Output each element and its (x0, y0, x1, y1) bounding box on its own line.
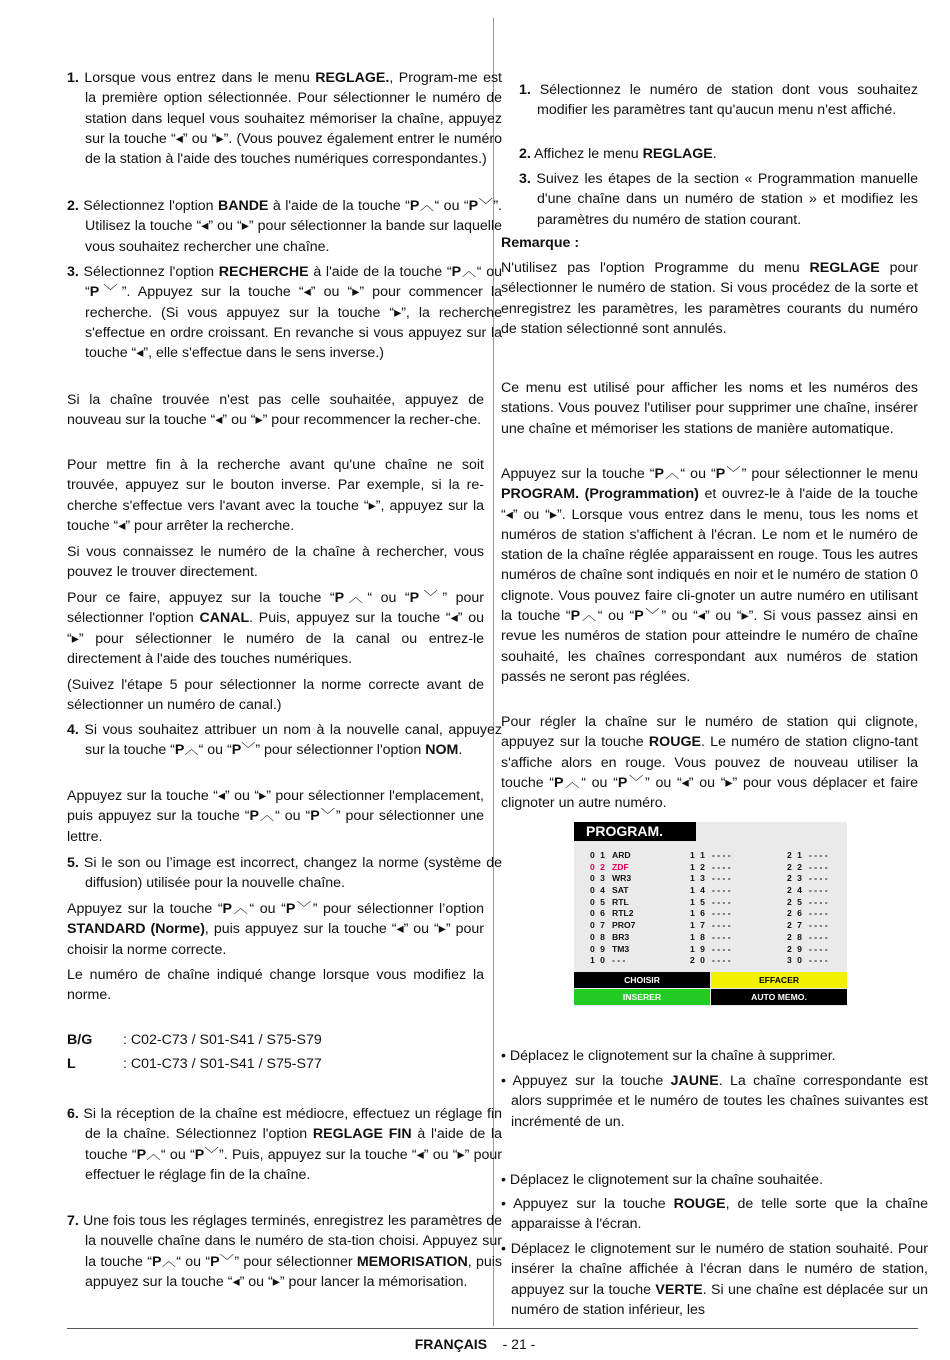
right-paragraph: • Appuyez sur la touche JAUNE. La chaîne correspondante est alors supprimée et le numéro de toutes les chaînes suivantes est incrémenté de un. (501, 1073, 929, 1130)
left-paragraph: 2. Sélectionnez l'option BANDE à l'aide de la touche “P︿“ ou “P﹀”. Utilisez la touche “◂” ou “▸” pour sélectionner la bande sur laquelle vous souhaitez rechercher une chaîne. (67, 198, 502, 255)
program-entry: 0 8 BR3 (590, 931, 630, 942)
program-entry: 1 9 - - - - (690, 943, 731, 954)
footer-language: FRANÇAIS (414, 1336, 488, 1352)
program-entry: 0 5 RTL (590, 896, 629, 907)
program-entry: 1 7 - - - - (690, 920, 731, 931)
program-menu-screenshot (574, 822, 847, 1006)
left-paragraph: Si la chaîne trouvée n'est pas celle souhaitée, appuyez de nouveau sur la touche “◂” ou “▸” pour recommencer la recher-che. (67, 392, 484, 429)
band-list (67, 1030, 484, 1078)
program-entry: 2 5 - - - - (787, 896, 828, 907)
left-paragraph: 7. Une fois tous les réglages terminés, enregistrez les paramètres de la nouvelle chaîne dans le numéro de sta-tion choisi. Appuyez sur la touche “P︿“ ou “P﹀” pour sélectionner MEMORISATION, puis appuyez sur la touche “◂” ou “▸” pour lancer la mémorisation. (67, 1213, 502, 1290)
program-entry: 2 0 - - - - (690, 955, 731, 966)
auto-memo-button: AUTO MEMO. (711, 989, 847, 1005)
program-entry: 0 7 PRO7 (590, 920, 636, 931)
program-entry: 2 7 - - - - (787, 920, 828, 931)
program-column (590, 850, 635, 967)
program-entry: 1 2 - - - - (690, 861, 731, 872)
band-row (67, 1054, 484, 1078)
left-paragraph: Le numéro de chaîne indiqué change lorsque vous modifiez la norme. (67, 967, 484, 1004)
right-paragraph: • Déplacez le clignotement sur la chaîne à supprimer. (501, 1048, 836, 1064)
program-entry: 0 9 TM3 (590, 943, 630, 954)
program-entry: 0 1 ARD (590, 850, 631, 860)
right-paragraph: Appuyez sur la touche “P︿“ ou “P﹀” pour sélectionner le menu PROGRAM. (Programmation) et ouvrez-le à l'aide de la touche “◂” ou “▸”. Lorsque vous entrez dans le menu, tous les noms et numéros de station s'affichent à l'écran. Le nom et le numéro de station de la chaîne réglée apparaissent en rouge. Tous les autres numéros de chaîne sont indiqués en noir et le numéro de station 0 clignote. Vous pouvez faire cli-gnoter un autre numéro en utilisant la touche “P︿“ ou “P﹀” ou “◂” ou “▸”. Si vous passez ainsi en revue les numéros de station pour atteindre le numéro de chaîne souhaité, les chaînes correspondant aux numéros de station passés ne seront pas réglées. (501, 466, 919, 685)
left-paragraph: 4. Si vous souhaitez attribuer un nom à la nouvelle canal, appuyez sur la touche “P︿“ ou “P﹀” pour sélectionner l'option NOM. (67, 722, 502, 759)
program-entry: 3 0 - - - - (787, 955, 828, 966)
right-paragraph: 1. Sélectionnez le numéro de station dont vous souhaitez modifier les paramètres tant qu'aucun menu n'est affiché. (519, 82, 918, 119)
left-paragraph: 3. Sélectionnez l'option RECHERCHE à l'aide de la touche “P︿“ ou “P﹀”. Appuyez sur la touche “◂” ou “▸” pour commencer la recherche. (Si vous appuyez sur la touche “▸”, la recherche s'effectue en ordre croissant. En revanche si vous appuyez sur la touche “◂”, elle s'effectue dans le sens inverse.) (67, 264, 502, 362)
left-paragraph: (Suivez l'étape 5 pour sélectionner la norme correcte avant de sélectionner un numéro de canal.) (67, 677, 484, 714)
page-number: - 21 - (502, 1336, 536, 1352)
right-paragraph: Ce menu est utilisé pour afficher les noms et les numéros des stations. Vous pouvez l'utiliser pour supprimer une chaîne, insérer une chaîne et mémoriser les stations de manière automatique. (501, 380, 918, 437)
effacer-button: EFFACER (711, 972, 847, 988)
right-paragraph: 2. Affichez le menu REGLAGE. (519, 146, 717, 162)
program-entry: 1 4 - - - - (690, 885, 731, 896)
program-menu-title: PROGRAM. (574, 822, 696, 841)
program-entry: 1 0 - - - (590, 955, 626, 966)
program-entry: 2 1 - - - - (787, 850, 828, 860)
left-paragraph: Si vous connaissez le numéro de la chaîne à rechercher, vous pouvez le trouver directement. (67, 544, 484, 581)
band-range: : C02-C73 / S01-S41 / S75-S79 (123, 1032, 322, 1048)
left-paragraph: Appuyez sur la touche “◂” ou “▸” pour sélectionner l'emplacement, puis appuyez sur la touche “P︿“ ou “P﹀” pour sélectionner une lettre. (67, 788, 484, 845)
footer-rule (67, 1328, 918, 1329)
band-key: B/G (67, 1032, 93, 1048)
program-entry: 2 3 - - - - (787, 873, 828, 884)
program-entry: 0 6 RTL2 (590, 908, 634, 919)
band-range: : C01-C73 / S01-S41 / S75-S77 (123, 1056, 322, 1072)
right-paragraph: N'utilisez pas l'option Programme du menu REGLAGE pour sélectionner le numéro de station. Si vous procédez de la sorte et enregistrez les paramètres, les paramètres courants du numéro de station sélectionné sont annulés. (501, 260, 918, 337)
right-paragraph: Remarque : (501, 235, 580, 251)
inserer-button: INSERER (574, 989, 710, 1005)
program-entry: 0 4 SAT (590, 885, 629, 896)
left-paragraph: Pour ce faire, appuyez sur la touche “P︿“ ou “P﹀” pour sélectionner l'option CANAL. Puis, appuyez sur la touche “◂” ou “▸” pour sélectionner le numéro de la canal ou entrez-le directement à l'aide des touches numériques. (67, 590, 484, 667)
program-entry: 1 8 - - - - (690, 931, 731, 942)
program-entry: 0 2 ZDF (590, 861, 629, 872)
left-paragraph: 5. Si le son ou l’image est incorrect, changez la norme (système de diffusion) utilisée pour la nouvelle chaîne. (67, 855, 502, 892)
page-footer (0, 1334, 950, 1354)
left-paragraph: Pour mettre fin à la recherche avant qu'une chaîne ne soit trouvée, appuyez sur le bouton inverse. Par exemple, si la re-cherche s'effectue vers l'avant avec la touche “▸”, appuyez sur la touche “◂” pour arrêter la recherche. (67, 457, 484, 534)
program-entry: 1 5 - - - - (690, 896, 731, 907)
program-entry: 2 8 - - - - (787, 931, 828, 942)
program-entry: 0 3 WR3 (590, 873, 632, 884)
program-entry: 1 1 - - - - (690, 850, 731, 860)
right-paragraph: 3. Suivez les étapes de la section « Programmation manuelle d'une chaîne dans un numéro de station » et modifiez les paramètres du numéro de station courant. (519, 171, 918, 228)
program-entry: 1 3 - - - - (690, 873, 731, 884)
program-entry: 2 9 - - - - (787, 943, 828, 954)
program-column (787, 850, 828, 967)
right-paragraph: • Déplacez le clignotement sur la chaîne souhaitée. (501, 1172, 824, 1188)
right-paragraph: • Déplacez le clignotement sur le numéro de station souhaité. Pour insérer la chaîne affichée à l'écran dans le numéro de station, appuyez sur la touche VERTE. Si une chaîne est déplacée sur un numéro de station inférieur, les (501, 1241, 929, 1318)
right-paragraph: Pour régler la chaîne sur le numéro de station qui clignote, appuyez sur la touche ROUGE. Le numéro de station cligno-tant s'affiche alors en rouge. Vous pouvez de nouveau utiliser la touche “P︿“ ou “P﹀” ou “◂” ou “▸” pour vous déplacer et faire clignoter un autre numéro. (501, 714, 919, 812)
band-row (67, 1030, 484, 1054)
right-paragraph: • Appuyez sur la touche ROUGE, de telle sorte que la chaîne apparaisse à l'écran. (501, 1196, 928, 1233)
program-entry: 2 6 - - - - (787, 908, 828, 919)
choisir-button: CHOISIR (574, 972, 710, 988)
left-paragraph: Appuyez sur la touche “P︿“ ou “P﹀” pour sélectionner l’option STANDARD (Norme), puis appuyez sur la touche “◂” ou “▸” pour choisir la norme correcte. (67, 901, 484, 958)
left-paragraph: 1. Lorsque vous entrez dans le menu REGLAGE., Program-me est la première option sélectionnée. Pour sélectionner le numéro de station dans lequel vous souhaitez mémoriser la chaîne, appuyez sur la touche “◂” ou “▸”. (Vous pouvez également entrer le numéro de la station à l'aide des touches numériques correspondantes.) (67, 70, 503, 168)
left-paragraph: 6. Si la réception de la chaîne est médiocre, effectuez un réglage fin de la chaîne. Sélectionnez l'option REGLAGE FIN à l'aide de la touche “P︿“ ou “P﹀”. Puis, appuyez sur la touche “◂” ou “▸” pour effectuer le réglage fin de la chaîne. (67, 1106, 503, 1183)
program-column (690, 850, 731, 967)
program-entry: 1 6 - - - - (690, 908, 731, 919)
band-key: L (67, 1056, 76, 1072)
program-entry: 2 4 - - - - (787, 885, 828, 896)
program-entry: 2 2 - - - - (787, 861, 828, 872)
